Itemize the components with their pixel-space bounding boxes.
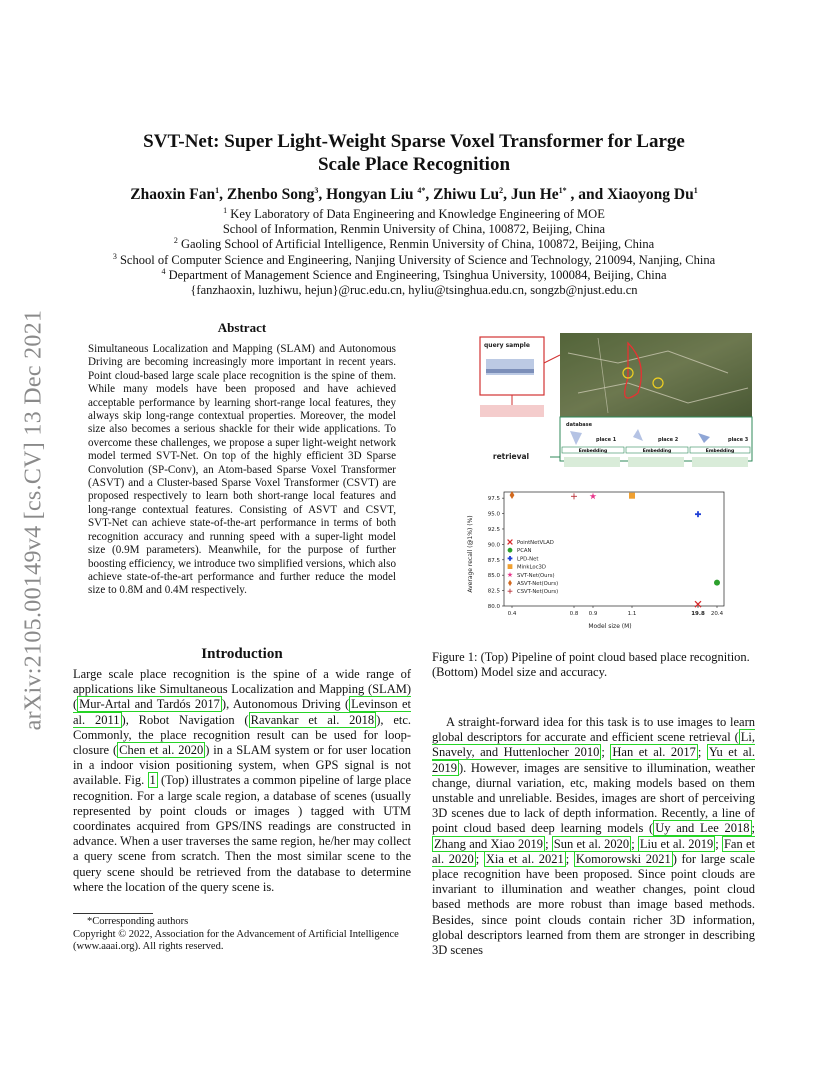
affiliation — [60, 268, 768, 283]
affiliation — [60, 237, 768, 252]
y-tick-label: 90.0 — [487, 542, 500, 549]
legend-label: PointNetVLAD — [517, 540, 554, 546]
x-tick-label: 1.1 — [627, 611, 637, 617]
copyright-note: Copyright © 2022, Association for the Advancement of Artificial Intelligence (www.aaai.org). All rights reserved. — [73, 928, 399, 952]
citation-link[interactable]: Liu et al. 2019 — [639, 836, 714, 851]
database-label: database — [566, 422, 593, 428]
title-line-1: SVT-Net: Super Light-Weight Sparse Voxel Transformer for Large — [143, 131, 685, 152]
paper-title — [100, 130, 728, 176]
abstract-heading: Abstract — [217, 320, 267, 335]
data-point — [571, 493, 577, 499]
legend-entry — [508, 540, 554, 546]
author-mark: 1* — [558, 185, 567, 195]
y-axis-label: Average recall (@1%) (%) — [467, 515, 474, 593]
data-point — [590, 493, 597, 500]
figure-caption: Figure 1: (Top) Pipeline of point cloud based place recognition. (Bottom) Model size and accuracy. — [432, 650, 750, 680]
embedding-label: Embedding — [705, 449, 735, 454]
affiliation-mark: 2 — [173, 236, 178, 246]
affiliation-text: Department of Management Science and Engineering, Tsinghua University, 100084, Beijing, China — [168, 267, 667, 282]
corresponding-note: *Corresponding authors — [87, 916, 189, 927]
title-line-2: Scale Place Recognition — [317, 154, 511, 175]
place-label: place 1 — [596, 437, 617, 443]
legend-entry — [508, 580, 558, 587]
embedding-label: Embedding — [642, 449, 672, 454]
data-point — [695, 511, 701, 517]
model-size-accuracy-chart — [462, 484, 732, 634]
author-mark: 4* — [417, 185, 426, 195]
author-mark: 3 — [314, 185, 319, 195]
y-tick-label: 92.5 — [487, 526, 500, 533]
author-list: Zhaoxin Fan$^1$, Zhenbo Song$^3$, Hongyan Liu $^{4*}$, Zhiwu Lu$^2$, Jun $He^{1*}$ , and Xiaoyong Du$^1$ — [130, 185, 698, 203]
x-tick-label: 0.4 — [507, 611, 517, 617]
data-point — [510, 491, 515, 499]
y-tick-label: 82.5 — [487, 588, 500, 595]
legend-label: LPD-Net — [517, 556, 539, 563]
author: Zhaoxin Fan — [130, 186, 216, 203]
introduction-heading: Introduction — [201, 646, 283, 662]
place-label: place 2 — [658, 437, 679, 443]
citation-link[interactable]: Li, Snavely, and Huttenlocher 2010 — [432, 730, 755, 760]
affiliation — [60, 207, 768, 222]
right-column-paragraph: A straight-forward idea for this task is to use images to learn global descriptors for accurate and efficient scene retrieval ( Li, Snavely, and Huttenlocher 2010 ; Han et al. 2017 ; Yu et al. 2019 ). However, images are sensitive to illumination, weather change, diurnal variation, etc, making models based on them unstable and unreliable. Besides, images are short of perceiving 3D scenes due to lack of depth information. Recently, a line of point cloud based deep learning models ( Uy and Lee 2018 ; Zhang and Xiao 2019 ; Sun et al. 2020 ; Liu et al. 2019 ; Fan et al. 2020 ; Xia et al. 2021 ; Komorowski 2021 ) for large scale place recognition have been proposed. Since point clouds are invariant to illumination and weather changes, point cloud based methods are more robust than image based methods. Besides, since point clouds contain richer 3D information, global descriptors learned from them are stronger in describing 3D scenes — [432, 715, 755, 958]
affiliation-mark: 1 — [223, 205, 228, 215]
author-mark: 1 — [693, 185, 698, 195]
arxiv-sidebar — [14, 280, 54, 760]
query-sample-label: query sample — [484, 342, 530, 349]
affiliation-text: School of Computer Science and Engineering, Nanjing University of Science and Technology, 210094, Nanjing, China — [119, 252, 716, 267]
footnote — [73, 916, 411, 954]
y-tick-label: 80.0 — [487, 604, 500, 610]
y-tick-label: 85.0 — [487, 573, 500, 580]
abstract-text: Simultaneous Localization and Mapping (SLAM) and Autonomous Driving are becoming increasingly more important in recent years. Point cloud-based large scale place recognition is the spine of them. While many models have been proposed and have achieved acceptable performance by learning short-range local features, they always skip long-range contextual properties. Moreover, the model size also becomes a serious shackle for their wide applications. To overcome these challenges, we propose a super light-weight network model termed SVT-Net. On top of the highly efficient 3D Sparse Convolution (SP-Conv), an Atom-based Sparse Voxel Transformer (ASVT) and a Cluster-based Sparse Voxel Transformer (CSVT) are proposed respectively to learn both short-range local features and long-range contextual features. Consisting of ASVT and CSVT, SVT-Net can achieve state-of-the-art performance in terms of both recognition accuracy and running speed with a super-light model size (0.9M parameters). Meanwhile, for the purpose of further boosting efficiency, we introduce two simplified versions, which also achieve state-of-the-art performance and further reduce the model size to 0.8M and 0.4M respectively. — [88, 343, 396, 597]
affiliation-mark: 4 — [161, 266, 166, 276]
affiliation-text: Gaoling School of Artificial Intelligence, Renmin University of China, 100872, Beijing, China — [180, 237, 655, 252]
legend-label: CSVT-Net(Ours) — [517, 589, 559, 596]
legend-entry — [507, 572, 554, 579]
email-list: {fanzhaoxin, luzhiwu, hejun}@ruc.edu.cn, hyliu@tsinghua.edu.cn, songzb@njust.edu.cn — [190, 283, 638, 298]
legend-label: SVT-Net(Ours) — [517, 572, 555, 579]
citation-link[interactable]: Mur-Artal and Tardós 2017 — [79, 697, 220, 712]
x-tick-label: 19.8 — [691, 611, 705, 617]
affiliation — [60, 253, 768, 268]
legend-label: ASVT-Net(Ours) — [517, 581, 559, 587]
pipeline-figure — [478, 333, 754, 473]
y-tick-label: 97.5 — [487, 496, 500, 503]
x-tick-label: 0.9 — [588, 611, 598, 617]
affiliation-emails — [60, 283, 768, 298]
citation-link[interactable]: Komorowski 2021 — [575, 851, 671, 866]
author: Hongyan Liu — [326, 186, 414, 203]
legend-entry — [508, 564, 546, 570]
author: and Xiaoyong Du — [578, 186, 694, 203]
citation-link[interactable]: Levinson et al. 2011 — [73, 697, 411, 727]
introduction-paragraph: Large scale place recognition is the spine of a wide range of applications like Simultaneous Localization and Mapping (SLAM) ( Mur-Artal and Tardós 2017 ), Autonomous Driving ( Levinson et al. 2011 ), Robot Navigation ( Ravankar et al. 2018 ), etc. Commonly, the place recognition result can be used for loop-closure ( Chen et al. 2020 ) in a SLAM system or for user location in a indoor vision positioning system, when GPS signal is not available. Fig. 1 (Top) illustrates a common pipeline of large place recognition. For a large scale region, a database of scenes (usually represented by point clouds or images ) tagged with UTM coordinates acquired from GPS/INS readings are constructed in advance. When a user traverses the same region, he/her may collect a query scene from scratch. Then the most similar scene to the query scene should be retrieved from the database to determine where the location of the query scene is. — [73, 667, 412, 894]
figure-ref-link[interactable]: 1 — [149, 773, 156, 788]
legend-entry — [508, 548, 532, 554]
embedding-label: Embedding — [578, 449, 608, 454]
y-tick-label: 87.5 — [487, 557, 500, 564]
query-embedding-bar — [480, 405, 544, 417]
author-mark: 2 — [499, 185, 504, 195]
citation-link[interactable]: Fan et al. 2020 — [432, 836, 755, 866]
x-tick-label: 20.4 — [710, 611, 724, 617]
legend-entry — [508, 556, 539, 562]
affiliation-mark: 3 — [112, 251, 117, 261]
author: Zhenbo Song — [226, 186, 315, 203]
citation-link[interactable]: Han et al. 2017 — [612, 745, 696, 760]
arxiv-id: arXiv:2105.00149v4 [cs.CV] 13 Dec 2021 — [20, 309, 47, 731]
x-axis-label: Model size (M) — [588, 623, 632, 630]
x-tick-label: 0.8 — [569, 611, 579, 617]
citation-link[interactable]: Sun et al. 2020 — [553, 836, 630, 851]
affiliation — [60, 222, 768, 237]
legend-label: MinkLoc3D — [517, 564, 546, 571]
legend-entry — [508, 589, 559, 595]
citation-link[interactable]: Yu et al. 2019 — [432, 745, 755, 775]
citation-link[interactable]: Zhang and Xiao 2019 — [434, 836, 544, 851]
place-label: place 3 — [728, 437, 749, 443]
author: Zhiwu Lu — [433, 186, 500, 203]
author-mark: 1 — [215, 185, 220, 195]
data-point — [629, 493, 635, 499]
citation-link[interactable]: Chen et al. 2020 — [119, 743, 204, 758]
retrieval-label: retrieval — [492, 452, 530, 461]
author: Jun He — [510, 186, 559, 203]
footnote-rule — [73, 913, 153, 914]
citation-link[interactable]: Ravankar et al. 2018 — [250, 712, 375, 727]
citation-link[interactable]: Uy and Lee 2018 — [655, 821, 750, 836]
legend-label: PCAN — [517, 548, 532, 555]
y-tick-label: 95.0 — [487, 511, 500, 518]
citation-link[interactable]: Xia et al. 2021 — [485, 851, 564, 866]
data-point — [714, 580, 720, 586]
affiliation-text: Key Laboratory of Data Engineering and Knowledge Engineering of MOE — [230, 207, 605, 221]
affiliation-text: School of Information, Renmin University of China, 100872, Beijing, China — [222, 222, 606, 237]
affiliations — [60, 207, 768, 298]
